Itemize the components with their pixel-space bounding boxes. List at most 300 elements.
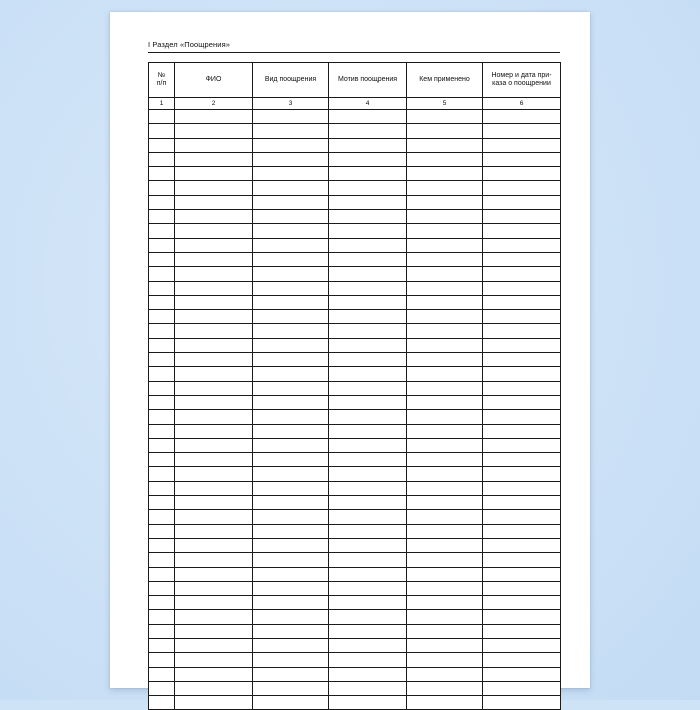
table-cell-empty[interactable]	[329, 224, 407, 238]
table-cell-empty[interactable]	[175, 624, 253, 638]
table-row[interactable]	[149, 295, 561, 309]
table-cell-empty[interactable]	[483, 524, 561, 538]
table-cell-empty[interactable]	[253, 696, 329, 710]
table-cell-empty[interactable]	[253, 353, 329, 367]
table-cell-empty[interactable]	[483, 410, 561, 424]
table-cell-empty[interactable]	[329, 624, 407, 638]
table-cell-empty[interactable]	[253, 410, 329, 424]
table-cell-empty[interactable]	[149, 338, 175, 352]
table-cell-empty[interactable]	[483, 596, 561, 610]
table-row[interactable]	[149, 181, 561, 195]
table-cell-empty[interactable]	[253, 438, 329, 452]
table-cell-empty[interactable]	[483, 138, 561, 152]
table-cell-empty[interactable]	[253, 281, 329, 295]
table-row[interactable]	[149, 195, 561, 209]
table-cell-empty[interactable]	[407, 210, 483, 224]
table-cell-empty[interactable]	[407, 538, 483, 552]
table-cell-empty[interactable]	[175, 224, 253, 238]
table-cell-empty[interactable]	[329, 124, 407, 138]
table-cell-empty[interactable]	[253, 553, 329, 567]
table-cell-empty[interactable]	[483, 281, 561, 295]
table-cell-empty[interactable]	[149, 567, 175, 581]
table-cell-empty[interactable]	[407, 138, 483, 152]
table-cell-empty[interactable]	[149, 667, 175, 681]
table-cell-empty[interactable]	[329, 252, 407, 266]
table-row[interactable]	[149, 310, 561, 324]
table-cell-empty[interactable]	[253, 324, 329, 338]
table-cell-empty[interactable]	[175, 567, 253, 581]
table-cell-empty[interactable]	[329, 238, 407, 252]
table-cell-empty[interactable]	[149, 538, 175, 552]
table-cell-empty[interactable]	[483, 381, 561, 395]
table-cell-empty[interactable]	[149, 238, 175, 252]
column-header-order-number-date	[483, 63, 561, 98]
table-cell-empty[interactable]	[329, 395, 407, 409]
table-cell-empty[interactable]	[407, 267, 483, 281]
table-cell-empty[interactable]	[149, 653, 175, 667]
table-row[interactable]	[149, 238, 561, 252]
table-cell-empty[interactable]	[175, 181, 253, 195]
table-cell-empty[interactable]	[329, 467, 407, 481]
table-cell-empty[interactable]	[407, 338, 483, 352]
table-row[interactable]	[149, 567, 561, 581]
table-cell-empty[interactable]	[407, 295, 483, 309]
table-cell-empty[interactable]	[175, 596, 253, 610]
table-cell-empty[interactable]	[175, 681, 253, 695]
table-cell-empty[interactable]	[149, 581, 175, 595]
table-cell-empty[interactable]	[253, 653, 329, 667]
table-cell-empty[interactable]	[483, 238, 561, 252]
table-cell-empty[interactable]	[407, 524, 483, 538]
table-cell-empty[interactable]	[329, 438, 407, 452]
table-cell-empty[interactable]	[149, 210, 175, 224]
table-cell-empty[interactable]	[149, 252, 175, 266]
table-cell-empty[interactable]	[149, 195, 175, 209]
table-cell-empty[interactable]	[407, 467, 483, 481]
table-cell-empty[interactable]	[407, 310, 483, 324]
table-cell-empty[interactable]	[483, 610, 561, 624]
table-row[interactable]	[149, 138, 561, 152]
table-cell-empty[interactable]	[483, 324, 561, 338]
table-cell-empty[interactable]	[483, 510, 561, 524]
table-cell-empty[interactable]	[149, 496, 175, 510]
table-cell-empty[interactable]	[253, 481, 329, 495]
table-cell-empty[interactable]	[149, 353, 175, 367]
table-row[interactable]	[149, 281, 561, 295]
table-cell-empty[interactable]	[329, 553, 407, 567]
table-cell-empty[interactable]	[407, 424, 483, 438]
table-row[interactable]	[149, 610, 561, 624]
table-cell-empty[interactable]	[253, 210, 329, 224]
table-cell-empty[interactable]	[253, 496, 329, 510]
table-cell-empty[interactable]	[149, 181, 175, 195]
table-cell-empty[interactable]	[149, 295, 175, 309]
table-cell-empty[interactable]	[407, 581, 483, 595]
table-cell-empty[interactable]	[149, 410, 175, 424]
table-cell-empty[interactable]	[175, 667, 253, 681]
table-cell-empty[interactable]	[149, 696, 175, 710]
table-cell-empty[interactable]	[253, 267, 329, 281]
table-cell-empty[interactable]	[149, 224, 175, 238]
table-cell-empty[interactable]	[175, 381, 253, 395]
table-cell-empty[interactable]	[149, 638, 175, 652]
table-cell-empty[interactable]	[329, 324, 407, 338]
table-cell-empty[interactable]	[483, 581, 561, 595]
table-cell-empty[interactable]	[483, 110, 561, 124]
table-cell-empty[interactable]	[175, 238, 253, 252]
table-cell-empty[interactable]	[329, 681, 407, 695]
table-cell-empty[interactable]	[329, 453, 407, 467]
table-cell-empty[interactable]	[329, 581, 407, 595]
table-row[interactable]	[149, 596, 561, 610]
table-row[interactable]	[149, 124, 561, 138]
table-cell-empty[interactable]	[329, 524, 407, 538]
table-row[interactable]	[149, 496, 561, 510]
table-cell-empty[interactable]	[175, 338, 253, 352]
table-cell-empty[interactable]	[483, 267, 561, 281]
table-row[interactable]	[149, 410, 561, 424]
table-row[interactable]	[149, 510, 561, 524]
table-row[interactable]	[149, 638, 561, 652]
column-number-6: 6	[483, 98, 561, 110]
table-cell-empty[interactable]	[483, 453, 561, 467]
table-cell-empty[interactable]	[175, 252, 253, 266]
table-row[interactable]	[149, 395, 561, 409]
table-cell-empty[interactable]	[483, 653, 561, 667]
table-cell-empty[interactable]	[253, 524, 329, 538]
table-row[interactable]	[149, 453, 561, 467]
table-cell-empty[interactable]	[253, 367, 329, 381]
table-cell-empty[interactable]	[483, 367, 561, 381]
table-row[interactable]	[149, 524, 561, 538]
table-cell-empty[interactable]	[149, 310, 175, 324]
table-cell-empty[interactable]	[407, 567, 483, 581]
table-row[interactable]	[149, 381, 561, 395]
table-cell-empty[interactable]	[407, 181, 483, 195]
table-cell-empty[interactable]	[253, 538, 329, 552]
table-cell-empty[interactable]	[407, 395, 483, 409]
table-cell-empty[interactable]	[407, 596, 483, 610]
table-row[interactable]	[149, 367, 561, 381]
table-cell-empty[interactable]	[175, 152, 253, 166]
table-cell-empty[interactable]	[149, 681, 175, 695]
table-row[interactable]	[149, 696, 561, 710]
table-cell-empty[interactable]	[175, 510, 253, 524]
table-cell-empty[interactable]	[253, 252, 329, 266]
table-row[interactable]	[149, 624, 561, 638]
table-cell-empty[interactable]	[149, 381, 175, 395]
table-row[interactable]	[149, 353, 561, 367]
table-cell-empty[interactable]	[329, 567, 407, 581]
table-row[interactable]	[149, 438, 561, 452]
table-cell-empty[interactable]	[407, 496, 483, 510]
table-cell-empty[interactable]	[329, 653, 407, 667]
table-row[interactable]	[149, 224, 561, 238]
table-row[interactable]	[149, 538, 561, 552]
table-cell-empty[interactable]	[483, 353, 561, 367]
table-cell-empty[interactable]	[329, 496, 407, 510]
table-cell-empty[interactable]	[329, 110, 407, 124]
table-row[interactable]	[149, 252, 561, 266]
table-cell-empty[interactable]	[483, 696, 561, 710]
table-cell-empty[interactable]	[175, 653, 253, 667]
table-row[interactable]	[149, 324, 561, 338]
table-row[interactable]	[149, 110, 561, 124]
table-cell-empty[interactable]	[253, 295, 329, 309]
table-cell-empty[interactable]	[149, 424, 175, 438]
table-cell-empty[interactable]	[175, 138, 253, 152]
table-cell-empty[interactable]	[407, 167, 483, 181]
table-cell-empty[interactable]	[149, 395, 175, 409]
table-cell-empty[interactable]	[407, 667, 483, 681]
table-cell-empty[interactable]	[253, 110, 329, 124]
table-cell-empty[interactable]	[329, 424, 407, 438]
table-cell-empty[interactable]	[175, 553, 253, 567]
table-cell-empty[interactable]	[149, 510, 175, 524]
table-cell-empty[interactable]	[407, 367, 483, 381]
table-cell-empty[interactable]	[329, 667, 407, 681]
table-cell-empty[interactable]	[175, 295, 253, 309]
table-cell-empty[interactable]	[329, 610, 407, 624]
table-cell-empty[interactable]	[175, 538, 253, 552]
table-cell-empty[interactable]	[483, 338, 561, 352]
table-cell-empty[interactable]	[149, 124, 175, 138]
table-row[interactable]	[149, 581, 561, 595]
table-cell-empty[interactable]	[329, 510, 407, 524]
table-cell-empty[interactable]	[329, 696, 407, 710]
column-header-applied-by: Кем применено	[407, 63, 483, 98]
table-cell-empty[interactable]	[253, 510, 329, 524]
table-row[interactable]	[149, 338, 561, 352]
table-cell-empty[interactable]	[253, 395, 329, 409]
table-cell-empty[interactable]	[175, 581, 253, 595]
table-cell-empty[interactable]	[149, 138, 175, 152]
table-cell-empty[interactable]	[407, 410, 483, 424]
table-cell-empty[interactable]	[149, 324, 175, 338]
table-cell-empty[interactable]	[253, 181, 329, 195]
table-cell-empty[interactable]	[253, 581, 329, 595]
table-cell-empty[interactable]	[407, 453, 483, 467]
table-cell-empty[interactable]	[483, 567, 561, 581]
table-cell-empty[interactable]	[175, 524, 253, 538]
table-cell-empty[interactable]	[329, 310, 407, 324]
table-cell-empty[interactable]	[149, 596, 175, 610]
table-cell-empty[interactable]	[149, 438, 175, 452]
table-cell-empty[interactable]	[329, 167, 407, 181]
table-cell-empty[interactable]	[149, 110, 175, 124]
table-cell-empty[interactable]	[483, 395, 561, 409]
table-cell-empty[interactable]	[329, 152, 407, 166]
table-cell-empty[interactable]	[329, 210, 407, 224]
table-cell-empty[interactable]	[483, 224, 561, 238]
table-cell-empty[interactable]	[407, 110, 483, 124]
table-cell-empty[interactable]	[329, 481, 407, 495]
table-cell-empty[interactable]	[253, 310, 329, 324]
table-cell-empty[interactable]	[149, 553, 175, 567]
table-cell-empty[interactable]	[407, 281, 483, 295]
table-cell-empty[interactable]	[407, 238, 483, 252]
table-cell-empty[interactable]	[483, 538, 561, 552]
table-row[interactable]	[149, 681, 561, 695]
table-cell-empty[interactable]	[149, 453, 175, 467]
table-cell-empty[interactable]	[253, 624, 329, 638]
table-row[interactable]	[149, 210, 561, 224]
table-cell-empty[interactable]	[483, 424, 561, 438]
table-cell-empty[interactable]	[329, 138, 407, 152]
table-cell-empty[interactable]	[483, 152, 561, 166]
table-cell-empty[interactable]	[175, 610, 253, 624]
table-cell-empty[interactable]	[175, 353, 253, 367]
table-cell-empty[interactable]	[483, 638, 561, 652]
table-cell-empty[interactable]	[253, 610, 329, 624]
table-cell-empty[interactable]	[407, 381, 483, 395]
table-cell-empty[interactable]	[329, 367, 407, 381]
table-cell-empty[interactable]	[329, 338, 407, 352]
table-cell-empty[interactable]	[483, 438, 561, 452]
table-cell-empty[interactable]	[407, 353, 483, 367]
table-cell-empty[interactable]	[253, 596, 329, 610]
table-cell-empty[interactable]	[149, 267, 175, 281]
table-cell-empty[interactable]	[407, 610, 483, 624]
table-cell-empty[interactable]	[407, 124, 483, 138]
table-cell-empty[interactable]	[329, 596, 407, 610]
table-cell-empty[interactable]	[407, 152, 483, 166]
table-cell-empty[interactable]	[407, 553, 483, 567]
table-cell-empty[interactable]	[329, 181, 407, 195]
table-cell-empty[interactable]	[329, 353, 407, 367]
table-cell-empty[interactable]	[329, 638, 407, 652]
table-row[interactable]	[149, 553, 561, 567]
table-cell-empty[interactable]	[175, 281, 253, 295]
table-cell-empty[interactable]	[149, 610, 175, 624]
table-cell-empty[interactable]	[175, 110, 253, 124]
table-cell-empty[interactable]	[253, 467, 329, 481]
table-cell-empty[interactable]	[175, 638, 253, 652]
table-cell-empty[interactable]	[483, 295, 561, 309]
table-cell-empty[interactable]	[253, 238, 329, 252]
table-cell-empty[interactable]	[175, 195, 253, 209]
table-cell-empty[interactable]	[149, 367, 175, 381]
table-cell-empty[interactable]	[483, 553, 561, 567]
table-cell-empty[interactable]	[149, 152, 175, 166]
table-row[interactable]	[149, 152, 561, 166]
table-cell-empty[interactable]	[329, 295, 407, 309]
table-cell-empty[interactable]	[253, 195, 329, 209]
table-cell-empty[interactable]	[483, 252, 561, 266]
table-cell-empty[interactable]	[483, 496, 561, 510]
table-cell-empty[interactable]	[253, 638, 329, 652]
table-cell-empty[interactable]	[253, 152, 329, 166]
table-row[interactable]	[149, 424, 561, 438]
table-body	[149, 110, 561, 710]
table-cell-empty[interactable]	[175, 438, 253, 452]
table-cell-empty[interactable]	[175, 124, 253, 138]
table-cell-empty[interactable]	[329, 538, 407, 552]
table-cell-empty[interactable]	[149, 467, 175, 481]
table-cell-empty[interactable]	[175, 467, 253, 481]
table-cell-empty[interactable]	[483, 167, 561, 181]
table-cell-empty[interactable]	[149, 281, 175, 295]
table-cell-empty[interactable]	[407, 252, 483, 266]
table-cell-empty[interactable]	[407, 324, 483, 338]
table-cell-empty[interactable]	[175, 310, 253, 324]
table-cell-empty[interactable]	[483, 467, 561, 481]
table-header-row	[149, 63, 561, 98]
table-cell-empty[interactable]	[175, 267, 253, 281]
table-cell-empty[interactable]	[175, 453, 253, 467]
table-cell-empty[interactable]	[407, 624, 483, 638]
table-cell-empty[interactable]	[253, 138, 329, 152]
table-row[interactable]	[149, 267, 561, 281]
table-cell-empty[interactable]	[253, 381, 329, 395]
table-cell-empty[interactable]	[149, 167, 175, 181]
table-cell-empty[interactable]	[407, 696, 483, 710]
table-cell-empty[interactable]	[329, 267, 407, 281]
table-cell-empty[interactable]	[149, 481, 175, 495]
table-row[interactable]	[149, 667, 561, 681]
table-cell-empty[interactable]	[407, 638, 483, 652]
table-cell-empty[interactable]	[407, 481, 483, 495]
table-cell-empty[interactable]	[253, 681, 329, 695]
table-cell-empty[interactable]	[175, 324, 253, 338]
table-cell-empty[interactable]	[407, 195, 483, 209]
table-cell-empty[interactable]	[175, 410, 253, 424]
table-cell-empty[interactable]	[253, 567, 329, 581]
table-cell-empty[interactable]	[483, 624, 561, 638]
table-row[interactable]	[149, 467, 561, 481]
table-cell-empty[interactable]	[407, 653, 483, 667]
table-cell-empty[interactable]	[483, 310, 561, 324]
table-row[interactable]	[149, 481, 561, 495]
table-cell-empty[interactable]	[175, 424, 253, 438]
table-cell-empty[interactable]	[149, 524, 175, 538]
table-cell-empty[interactable]	[407, 510, 483, 524]
table-cell-empty[interactable]	[329, 281, 407, 295]
table-cell-empty[interactable]	[253, 667, 329, 681]
table-cell-empty[interactable]	[175, 210, 253, 224]
table-cell-empty[interactable]	[149, 624, 175, 638]
table-cell-empty[interactable]	[483, 667, 561, 681]
table-cell-empty[interactable]	[483, 195, 561, 209]
table-cell-empty[interactable]	[329, 381, 407, 395]
table-cell-empty[interactable]	[253, 338, 329, 352]
table-cell-empty[interactable]	[253, 224, 329, 238]
table-cell-empty[interactable]	[483, 481, 561, 495]
table-cell-empty[interactable]	[329, 195, 407, 209]
table-cell-empty[interactable]	[483, 681, 561, 695]
table-row[interactable]	[149, 167, 561, 181]
table-cell-empty[interactable]	[329, 410, 407, 424]
table-cell-empty[interactable]	[175, 696, 253, 710]
table-cell-empty[interactable]	[407, 681, 483, 695]
table-cell-empty[interactable]	[253, 424, 329, 438]
table-cell-empty[interactable]	[407, 438, 483, 452]
table-cell-empty[interactable]	[483, 181, 561, 195]
table-cell-empty[interactable]	[175, 395, 253, 409]
table-cell-empty[interactable]	[175, 167, 253, 181]
table-cell-empty[interactable]	[175, 367, 253, 381]
table-cell-empty[interactable]	[175, 481, 253, 495]
table-cell-empty[interactable]	[253, 124, 329, 138]
table-cell-empty[interactable]	[253, 453, 329, 467]
table-cell-empty[interactable]	[483, 124, 561, 138]
column-header-order-line1: Номер и дата при-	[491, 71, 552, 79]
table-cell-empty[interactable]	[253, 167, 329, 181]
table-cell-empty[interactable]	[483, 210, 561, 224]
table-cell-empty[interactable]	[407, 224, 483, 238]
table-row[interactable]	[149, 653, 561, 667]
table-cell-empty[interactable]	[175, 496, 253, 510]
